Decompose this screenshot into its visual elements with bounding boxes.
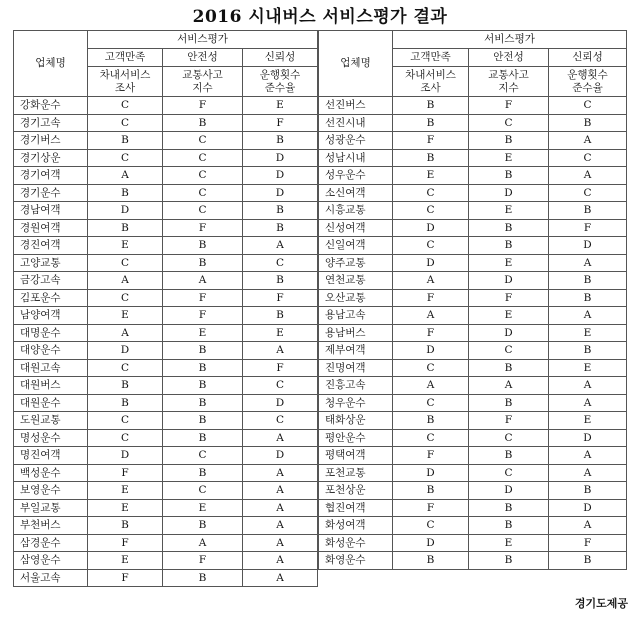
table-row <box>14 324 318 342</box>
table-row <box>14 132 318 150</box>
grade-safety: B <box>163 394 243 412</box>
table-row <box>319 132 627 150</box>
grade-safety: E <box>469 254 549 272</box>
grade-satisfaction: C <box>88 97 163 115</box>
company-name: 김포운수 <box>14 289 88 307</box>
grade-safety: F <box>469 289 549 307</box>
grade-satisfaction: C <box>393 184 469 202</box>
grade-satisfaction: F <box>393 289 469 307</box>
table-row <box>319 114 627 132</box>
grade-satisfaction: B <box>393 482 469 500</box>
table-row <box>319 394 627 412</box>
grade-satisfaction: C <box>393 394 469 412</box>
grade-safety: A <box>469 377 549 395</box>
company-name: 오산교통 <box>319 289 393 307</box>
company-name: 경기여객 <box>14 167 88 185</box>
grade-safety: A <box>163 272 243 290</box>
grade-safety: B <box>163 377 243 395</box>
company-header: 업체명 <box>14 31 88 97</box>
results-table-right <box>318 30 627 570</box>
grade-safety: F <box>469 412 549 430</box>
grade-reliability: F <box>243 114 318 132</box>
grade-satisfaction: C <box>88 149 163 167</box>
group-header-satisfaction: 고객만족 <box>88 49 163 67</box>
company-name: 평안운수 <box>319 429 393 447</box>
grade-safety: C <box>469 464 549 482</box>
table-body-right <box>319 97 627 570</box>
grade-reliability: B <box>243 202 318 220</box>
grade-safety: B <box>163 237 243 255</box>
grade-safety: B <box>163 254 243 272</box>
table-row <box>14 307 318 325</box>
table-row <box>14 447 318 465</box>
grade-safety: D <box>469 184 549 202</box>
grade-safety: B <box>469 132 549 150</box>
grade-safety: B <box>469 447 549 465</box>
grade-satisfaction: D <box>88 202 163 220</box>
grade-safety: B <box>469 552 549 570</box>
results-table-left <box>13 30 318 587</box>
grade-safety: B <box>163 412 243 430</box>
company-name: 진명여객 <box>319 359 393 377</box>
table-row <box>14 517 318 535</box>
table-row <box>14 97 318 115</box>
table-row <box>319 482 627 500</box>
group-header-satisfaction: 고객만족 <box>393 49 469 67</box>
grade-satisfaction: D <box>393 464 469 482</box>
grade-satisfaction: B <box>88 517 163 535</box>
table-row <box>319 219 627 237</box>
table-row <box>14 464 318 482</box>
table-row <box>14 412 318 430</box>
company-name: 화성운수 <box>319 534 393 552</box>
grade-reliability: F <box>549 219 627 237</box>
company-name: 경진여객 <box>14 237 88 255</box>
group-header-reliability: 신뢰성 <box>549 49 627 67</box>
table-row <box>14 552 318 570</box>
company-name: 강화운수 <box>14 97 88 115</box>
grade-satisfaction: A <box>393 377 469 395</box>
grade-safety: F <box>163 552 243 570</box>
table-row <box>14 429 318 447</box>
grade-satisfaction: A <box>393 307 469 325</box>
grade-safety: B <box>469 394 549 412</box>
company-name: 경기버스 <box>14 132 88 150</box>
grade-safety: D <box>469 482 549 500</box>
company-name: 삼영운수 <box>14 552 88 570</box>
grade-satisfaction: B <box>393 97 469 115</box>
grade-reliability: B <box>549 114 627 132</box>
grade-safety: B <box>163 342 243 360</box>
grade-reliability: B <box>243 307 318 325</box>
grade-reliability: F <box>243 359 318 377</box>
grade-safety: B <box>469 219 549 237</box>
grade-satisfaction: A <box>393 272 469 290</box>
grade-safety: F <box>163 219 243 237</box>
table-row <box>14 272 318 290</box>
grade-safety: F <box>163 307 243 325</box>
group-header-reliability: 신뢰성 <box>243 49 318 67</box>
grade-reliability: A <box>549 517 627 535</box>
table-row <box>14 534 318 552</box>
grade-reliability: E <box>549 359 627 377</box>
grade-satisfaction: B <box>88 132 163 150</box>
company-name: 명진여객 <box>14 447 88 465</box>
company-name: 백성운수 <box>14 464 88 482</box>
grade-safety: E <box>469 202 549 220</box>
table-row <box>319 254 627 272</box>
grade-reliability: D <box>243 167 318 185</box>
grade-reliability: E <box>243 97 318 115</box>
grade-satisfaction: E <box>88 237 163 255</box>
grade-satisfaction: E <box>393 167 469 185</box>
grade-safety: D <box>469 324 549 342</box>
company-name: 양주교통 <box>319 254 393 272</box>
company-name: 명성운수 <box>14 429 88 447</box>
grade-reliability: D <box>549 499 627 517</box>
grade-safety: E <box>163 499 243 517</box>
grade-reliability: E <box>549 412 627 430</box>
company-name: 부천버스 <box>14 517 88 535</box>
grade-safety: B <box>469 237 549 255</box>
table-row <box>319 202 627 220</box>
sub-header-accident: 교통사고 지수 <box>469 67 549 97</box>
grade-reliability: C <box>243 412 318 430</box>
grade-reliability: A <box>549 167 627 185</box>
grade-reliability: A <box>243 569 318 587</box>
grade-reliability: B <box>549 202 627 220</box>
company-name: 화영운수 <box>319 552 393 570</box>
grade-safety: B <box>163 359 243 377</box>
grade-satisfaction: F <box>88 534 163 552</box>
table-row <box>319 237 627 255</box>
grade-safety: F <box>163 289 243 307</box>
grade-reliability: A <box>549 132 627 150</box>
grade-safety: F <box>469 97 549 115</box>
grade-satisfaction: D <box>88 342 163 360</box>
grade-reliability: F <box>243 289 318 307</box>
table-row <box>14 289 318 307</box>
grade-satisfaction: E <box>88 552 163 570</box>
grade-reliability: A <box>243 534 318 552</box>
table-body-left <box>14 97 318 587</box>
table-row <box>319 342 627 360</box>
grade-satisfaction: C <box>88 359 163 377</box>
grade-safety: C <box>163 149 243 167</box>
grade-safety: C <box>469 114 549 132</box>
table-row <box>319 534 627 552</box>
company-name: 성광운수 <box>319 132 393 150</box>
company-name: 남양여객 <box>14 307 88 325</box>
grade-satisfaction: E <box>88 482 163 500</box>
table-row <box>14 149 318 167</box>
grade-satisfaction: D <box>88 447 163 465</box>
grade-satisfaction: C <box>393 517 469 535</box>
grade-reliability: D <box>243 184 318 202</box>
grade-satisfaction: E <box>88 499 163 517</box>
grade-safety: B <box>163 517 243 535</box>
service-eval-header: 서비스평가 <box>88 31 318 49</box>
grade-safety: B <box>469 517 549 535</box>
grade-satisfaction: F <box>393 132 469 150</box>
table-row <box>319 499 627 517</box>
grade-satisfaction: C <box>88 289 163 307</box>
grade-satisfaction: C <box>88 429 163 447</box>
grade-satisfaction: C <box>393 429 469 447</box>
company-name: 대명운수 <box>14 324 88 342</box>
grade-satisfaction: A <box>88 272 163 290</box>
grade-reliability: C <box>243 377 318 395</box>
table-row <box>14 114 318 132</box>
grade-reliability: F <box>549 534 627 552</box>
table-row <box>319 359 627 377</box>
company-name: 대원운수 <box>14 394 88 412</box>
grade-reliability: D <box>243 149 318 167</box>
grade-safety: C <box>163 184 243 202</box>
company-header: 업체명 <box>319 31 393 97</box>
grade-satisfaction: B <box>393 114 469 132</box>
company-name: 용남버스 <box>319 324 393 342</box>
grade-reliability: C <box>549 97 627 115</box>
grade-satisfaction: B <box>393 552 469 570</box>
company-name: 금강고속 <box>14 272 88 290</box>
grade-reliability: D <box>243 394 318 412</box>
table-row <box>319 429 627 447</box>
table-row <box>319 97 627 115</box>
grade-reliability: A <box>549 464 627 482</box>
table-row <box>319 307 627 325</box>
grade-satisfaction: A <box>88 324 163 342</box>
grade-reliability: B <box>549 342 627 360</box>
grade-reliability: B <box>549 289 627 307</box>
grade-satisfaction: F <box>393 324 469 342</box>
company-name: 대원고속 <box>14 359 88 377</box>
grade-satisfaction: B <box>393 149 469 167</box>
company-name: 부일교통 <box>14 499 88 517</box>
company-name: 신일여객 <box>319 237 393 255</box>
company-name: 서울고속 <box>14 569 88 587</box>
table-row <box>14 184 318 202</box>
grade-safety: B <box>163 569 243 587</box>
grade-reliability: A <box>243 482 318 500</box>
grade-safety: C <box>163 132 243 150</box>
grade-satisfaction: B <box>88 219 163 237</box>
grade-satisfaction: B <box>393 412 469 430</box>
company-name: 대원버스 <box>14 377 88 395</box>
company-name: 진흥고속 <box>319 377 393 395</box>
grade-reliability: B <box>243 219 318 237</box>
sub-header-schedule: 운행횟수 준수율 <box>549 67 627 97</box>
grade-reliability: D <box>549 429 627 447</box>
service-eval-header: 서비스평가 <box>393 31 627 49</box>
source-credit: 경기도제공 <box>574 597 628 610</box>
table-row <box>319 447 627 465</box>
grade-reliability: C <box>549 149 627 167</box>
grade-reliability: D <box>243 447 318 465</box>
grade-reliability: A <box>243 499 318 517</box>
grade-reliability: A <box>243 342 318 360</box>
grade-safety: E <box>163 324 243 342</box>
table-row <box>14 342 318 360</box>
grade-reliability: B <box>549 482 627 500</box>
grade-safety: C <box>163 167 243 185</box>
sub-header-onboard: 차내서비스 조사 <box>393 67 469 97</box>
grade-reliability: A <box>243 429 318 447</box>
grade-safety: F <box>163 97 243 115</box>
table-row <box>14 377 318 395</box>
company-name: 소신여객 <box>319 184 393 202</box>
grade-safety: E <box>469 149 549 167</box>
grade-satisfaction: F <box>88 464 163 482</box>
table-row <box>319 272 627 290</box>
grade-safety: C <box>163 447 243 465</box>
table-row <box>14 237 318 255</box>
table-row <box>14 254 318 272</box>
company-name: 경기고속 <box>14 114 88 132</box>
table-row <box>14 359 318 377</box>
company-name: 포천교통 <box>319 464 393 482</box>
group-header-safety: 안전성 <box>469 49 549 67</box>
grade-safety: A <box>163 534 243 552</box>
sub-header-accident: 교통사고 지수 <box>163 67 243 97</box>
grade-safety: E <box>469 307 549 325</box>
grade-satisfaction: F <box>88 569 163 587</box>
grade-satisfaction: C <box>88 412 163 430</box>
grade-reliability: B <box>243 272 318 290</box>
grade-safety: B <box>469 359 549 377</box>
company-name: 신성여객 <box>319 219 393 237</box>
company-name: 제부여객 <box>319 342 393 360</box>
table-row <box>14 167 318 185</box>
company-name: 삼경운수 <box>14 534 88 552</box>
table-row <box>319 184 627 202</box>
grade-safety: C <box>163 202 243 220</box>
grade-satisfaction: B <box>88 377 163 395</box>
grade-reliability: A <box>549 307 627 325</box>
grade-safety: C <box>163 482 243 500</box>
grade-safety: B <box>469 167 549 185</box>
table-row <box>319 464 627 482</box>
grade-reliability: A <box>243 517 318 535</box>
company-name: 청우운수 <box>319 394 393 412</box>
table-row <box>14 394 318 412</box>
grade-safety: B <box>163 114 243 132</box>
grade-satisfaction: B <box>88 184 163 202</box>
grade-satisfaction: C <box>88 254 163 272</box>
table-row <box>319 167 627 185</box>
sub-header-schedule: 운행횟수 준수율 <box>243 67 318 97</box>
grade-reliability: C <box>549 184 627 202</box>
grade-satisfaction: E <box>88 307 163 325</box>
grade-reliability: B <box>549 552 627 570</box>
grade-reliability: E <box>243 324 318 342</box>
grade-satisfaction: D <box>393 342 469 360</box>
grade-reliability: A <box>549 447 627 465</box>
grade-satisfaction: D <box>393 534 469 552</box>
grade-reliability: E <box>549 324 627 342</box>
grade-satisfaction: C <box>393 359 469 377</box>
table-row <box>319 289 627 307</box>
company-name: 선진버스 <box>319 97 393 115</box>
table-row <box>14 219 318 237</box>
page-title: 2016 시내버스 서비스평가 결과 <box>192 7 448 27</box>
grade-reliability: B <box>243 132 318 150</box>
company-name: 보영운수 <box>14 482 88 500</box>
company-name: 평택여객 <box>319 447 393 465</box>
grade-safety: B <box>163 464 243 482</box>
grade-reliability: A <box>549 377 627 395</box>
grade-satisfaction: C <box>88 114 163 132</box>
company-name: 경남여객 <box>14 202 88 220</box>
company-name: 대양운수 <box>14 342 88 360</box>
company-name: 성남시내 <box>319 149 393 167</box>
table-row <box>319 517 627 535</box>
group-header-safety: 안전성 <box>163 49 243 67</box>
grade-satisfaction: F <box>393 447 469 465</box>
company-name: 포천상운 <box>319 482 393 500</box>
company-name: 선진시내 <box>319 114 393 132</box>
company-name: 화성여객 <box>319 517 393 535</box>
grade-reliability: A <box>243 552 318 570</box>
table-row <box>14 202 318 220</box>
company-name: 연천교통 <box>319 272 393 290</box>
company-name: 성우운수 <box>319 167 393 185</box>
table-row <box>319 149 627 167</box>
grade-satisfaction: C <box>393 237 469 255</box>
grade-reliability: C <box>243 254 318 272</box>
table-row <box>319 412 627 430</box>
table-row <box>319 377 627 395</box>
grade-satisfaction: B <box>88 394 163 412</box>
company-name: 도원교통 <box>14 412 88 430</box>
company-name: 태화상운 <box>319 412 393 430</box>
company-name: 경기운수 <box>14 184 88 202</box>
company-name: 고양교통 <box>14 254 88 272</box>
table-row <box>319 552 627 570</box>
grade-reliability: A <box>549 254 627 272</box>
table-row <box>319 324 627 342</box>
grade-satisfaction: D <box>393 254 469 272</box>
sub-header-onboard: 차내서비스 조사 <box>88 67 163 97</box>
company-name: 경기상운 <box>14 149 88 167</box>
table-row <box>14 499 318 517</box>
grade-safety: B <box>163 429 243 447</box>
grade-safety: B <box>469 499 549 517</box>
company-name: 경원여객 <box>14 219 88 237</box>
grade-reliability: B <box>549 272 627 290</box>
company-name: 용남고속 <box>319 307 393 325</box>
grade-satisfaction: F <box>393 499 469 517</box>
grade-safety: E <box>469 534 549 552</box>
grade-reliability: A <box>549 394 627 412</box>
grade-satisfaction: A <box>88 167 163 185</box>
company-name: 협진여객 <box>319 499 393 517</box>
grade-satisfaction: D <box>393 219 469 237</box>
table-row <box>14 569 318 587</box>
grade-reliability: A <box>243 464 318 482</box>
grade-safety: C <box>469 342 549 360</box>
grade-safety: C <box>469 429 549 447</box>
grade-safety: D <box>469 272 549 290</box>
grade-reliability: D <box>549 237 627 255</box>
grade-satisfaction: C <box>393 202 469 220</box>
table-row <box>14 482 318 500</box>
grade-reliability: A <box>243 237 318 255</box>
company-name: 시흥교통 <box>319 202 393 220</box>
